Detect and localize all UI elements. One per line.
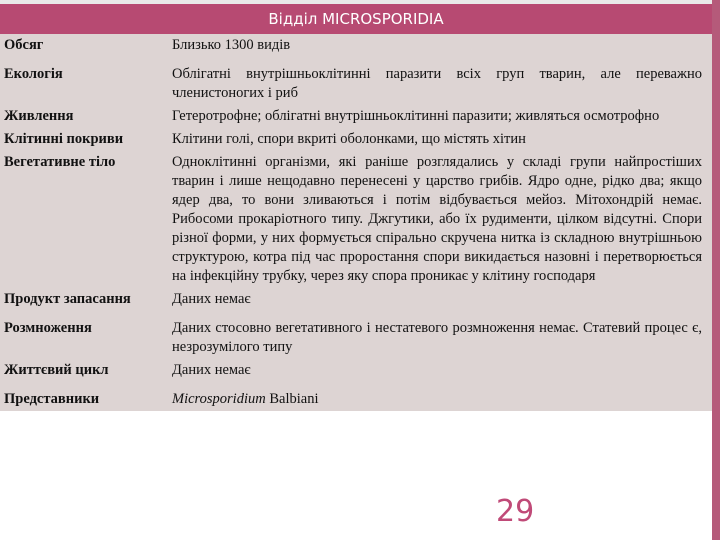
table-row <box>0 359 712 382</box>
genus-name: Microsporidium <box>172 391 266 407</box>
row-value: Одноклітинні організми, які раніше розглядались у складі групи найпростіших тварин і лише нещодавно перенесені у царство грибів. Ядро одне, рідко два; якщо ядер два, то вони зливаються і потім відбувається мейоз. Мітохондрій немає. Рибосоми прокаріотного типу. Джгутики, або їх рудименти, цілком відсутні. Спори різної форми, у них формується спірально скручена нитка із складною внутрішньою структурою, котра під час проростання спори викидається назовні і перетворюється на інфекційну трубку, через яку спора проникає у клітину господаря <box>166 151 712 288</box>
row-value: Близько 1300 видів <box>166 34 712 57</box>
row-value: Облігатні внутрішньоклітинні паразити всіх груп тварин, але переважно членистоногих і риб <box>166 57 712 105</box>
table-row <box>0 311 712 359</box>
row-label: Розмноження <box>0 311 166 359</box>
info-table <box>0 34 712 411</box>
row-value: Гетеротрофне; облігатні внутрішньоклітинні паразити; живляться осмотрофно <box>166 105 712 128</box>
table-row <box>0 34 712 57</box>
row-label: Обсяг <box>0 34 166 57</box>
row-value: Даних немає <box>166 359 712 382</box>
table-row <box>0 288 712 311</box>
row-label: Клітинні покриви <box>0 128 166 151</box>
row-value <box>166 382 712 411</box>
row-value: Клітини голі, спори вкриті оболонками, що містять хітин <box>166 128 712 151</box>
author-name: Balbiani <box>265 391 319 407</box>
table-row <box>0 57 712 105</box>
row-label: Продукт запасання <box>0 288 166 311</box>
table-row <box>0 382 712 411</box>
table-row <box>0 105 712 128</box>
side-accent-band <box>712 0 720 540</box>
row-label: Представники <box>0 382 166 411</box>
row-label: Живлення <box>0 105 166 128</box>
page-number: 29 <box>496 494 535 529</box>
row-value: Даних стосовно вегетативного і нестатевого розмноження немає. Статевий процес є, незрозумілого типу <box>166 311 712 359</box>
table-row <box>0 151 712 288</box>
row-value: Даних немає <box>166 288 712 311</box>
table-title: Відділ MICROSPORIDIA <box>0 4 712 34</box>
row-label: Екологія <box>0 57 166 105</box>
table-row <box>0 128 712 151</box>
row-label: Життєвий цикл <box>0 359 166 382</box>
row-label: Вегетативне тіло <box>0 151 166 288</box>
